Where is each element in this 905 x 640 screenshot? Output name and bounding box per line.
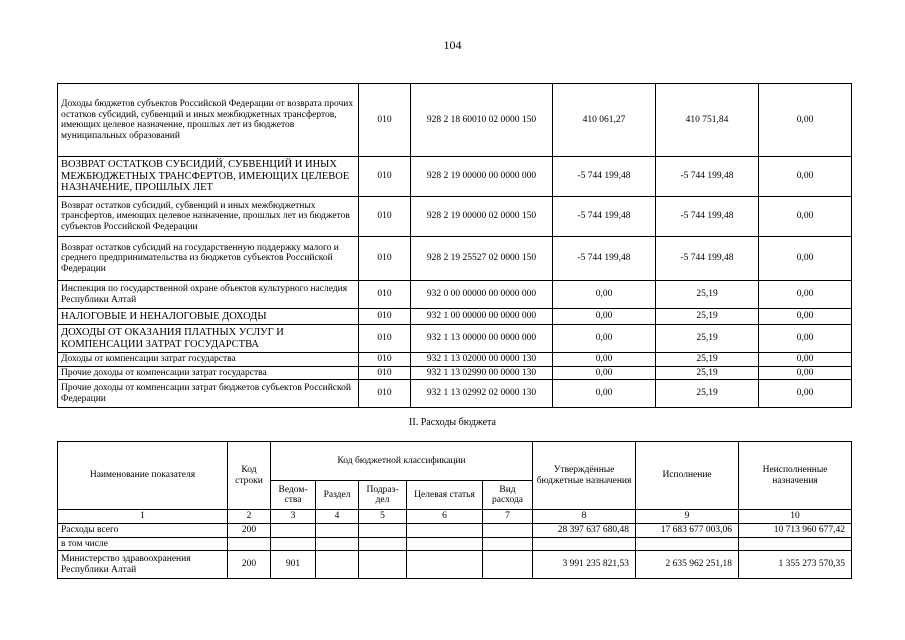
- expense-target: [407, 524, 483, 538]
- column-number: 2: [228, 510, 271, 524]
- column-number: 5: [359, 510, 407, 524]
- expense-table: [57, 441, 852, 579]
- expense-name-line: Министерство здравоохранения: [61, 554, 191, 564]
- expense-dept: [271, 524, 316, 538]
- income-budget-code: 928 2 19 00000 00 0000 000: [411, 157, 553, 197]
- income-name: НАЛОГОВЫЕ И НЕНАЛОГОВЫЕ ДОХОДЫ: [58, 309, 359, 325]
- expense-name: [58, 551, 228, 579]
- income-unexecuted: 0,00: [759, 157, 852, 197]
- expense-executed: 2 635 962 251,18: [636, 551, 739, 579]
- income-line-code: 010: [359, 84, 411, 157]
- income-line-code: 010: [359, 157, 411, 197]
- table-row: [58, 551, 852, 579]
- income-approved: -5 744 199,48: [553, 157, 656, 197]
- header-row: [58, 442, 852, 481]
- income-approved: 0,00: [553, 367, 656, 380]
- income-executed: -5 744 199,48: [656, 237, 759, 281]
- income-executed: 25,19: [656, 309, 759, 325]
- header-target: Целевая статья: [407, 481, 483, 510]
- table-row: [58, 309, 852, 325]
- income-name: Доходы от компенсации затрат государства: [58, 353, 359, 367]
- income-unexecuted: 0,00: [759, 237, 852, 281]
- header-executed: Исполнение: [636, 442, 739, 510]
- table-row: [58, 538, 852, 551]
- expense-line-code: 200: [228, 551, 271, 579]
- income-unexecuted: 0,00: [759, 309, 852, 325]
- income-budget-code: 932 1 13 00000 00 0000 000: [411, 325, 553, 353]
- expense-approved: 3 991 235 821,53: [533, 551, 636, 579]
- income-budget-code: 932 1 13 02990 00 0000 130: [411, 367, 553, 380]
- income-name: Возврат остатков субсидий на государственную поддержку малого и среднего предпринимательства из бюджетов субъектов Российской Федерации: [58, 237, 359, 281]
- header-unexecuted: Неисполненные назначения: [739, 442, 852, 510]
- header-subsection: Подраз-дел: [359, 481, 407, 510]
- income-executed: 25,19: [656, 367, 759, 380]
- expense-name: в том числе: [58, 538, 228, 551]
- table-row: [58, 197, 852, 237]
- table-row: [58, 380, 852, 408]
- expense-line-code: [228, 538, 271, 551]
- column-number: 8: [533, 510, 636, 524]
- header-expense-type: Вид расхода: [483, 481, 533, 510]
- header-dept: Ведом-ства: [271, 481, 316, 510]
- expense-type: [483, 524, 533, 538]
- column-number: 9: [636, 510, 739, 524]
- income-line-code: 010: [359, 309, 411, 325]
- column-number: 6: [407, 510, 483, 524]
- table-row: [58, 325, 852, 353]
- income-name: ВОЗВРАТ ОСТАТКОВ СУБСИДИЙ, СУБВЕНЦИЙ И ИНЫХ МЕЖБЮДЖЕТНЫХ ТРАНСФЕРТОВ, ИМЕЮЩИХ ЦЕЛЕВОЕ НАЗНАЧЕНИЕ, ПРОШЛЫХ ЛЕТ: [58, 157, 359, 197]
- table-row: [58, 353, 852, 367]
- income-budget-code: 932 0 00 00000 00 0000 000: [411, 281, 553, 309]
- income-table: [57, 83, 852, 408]
- header-section: Раздел: [316, 481, 359, 510]
- income-approved: 0,00: [553, 380, 656, 408]
- expense-line-code: 200: [228, 524, 271, 538]
- expense-type: [483, 538, 533, 551]
- expense-section: [316, 551, 359, 579]
- income-unexecuted: 0,00: [759, 325, 852, 353]
- income-budget-code: 928 2 18 60010 02 0000 150: [411, 84, 553, 157]
- section-title: II. Расходы бюджета: [409, 417, 496, 428]
- income-name: Возврат остатков субсидий, субвенций и иных межбюджетных трансфертов, имеющих целевое назначение, прошлых лет из бюджетов субъектов Российской Федерации: [58, 197, 359, 237]
- income-executed: -5 744 199,48: [656, 157, 759, 197]
- income-approved: 0,00: [553, 309, 656, 325]
- income-unexecuted: 0,00: [759, 197, 852, 237]
- income-unexecuted: 0,00: [759, 281, 852, 309]
- expense-approved: [533, 538, 636, 551]
- expense-subsection: [359, 538, 407, 551]
- header-approved: Утверждённые бюджетные назначения: [533, 442, 636, 510]
- income-name: Прочие доходы от компенсации затрат государства: [58, 367, 359, 380]
- income-unexecuted: 0,00: [759, 367, 852, 380]
- expense-dept: 901: [271, 551, 316, 579]
- income-approved: -5 744 199,48: [553, 197, 656, 237]
- income-unexecuted: 0,00: [759, 380, 852, 408]
- column-number: 7: [483, 510, 533, 524]
- header-budget-code: Код бюджетной классификации: [271, 442, 533, 481]
- income-line-code: 010: [359, 353, 411, 367]
- income-budget-code: 928 2 19 00000 02 0000 150: [411, 197, 553, 237]
- expense-type: [483, 551, 533, 579]
- income-executed: 25,19: [656, 325, 759, 353]
- income-executed: -5 744 199,48: [656, 197, 759, 237]
- income-executed: 25,19: [656, 281, 759, 309]
- table-row: [58, 524, 852, 538]
- expense-section: [316, 524, 359, 538]
- column-number-row: [58, 510, 852, 524]
- expense-section: [316, 538, 359, 551]
- income-unexecuted: 0,00: [759, 84, 852, 157]
- income-approved: -5 744 199,48: [553, 237, 656, 281]
- column-number: 3: [271, 510, 316, 524]
- header-indicator: Наименование показателя: [58, 442, 228, 510]
- expense-name-line: Республики Алтай: [61, 564, 137, 575]
- page-number: 104: [443, 38, 462, 52]
- expense-unexecuted: 10 713 960 677,42: [739, 524, 852, 538]
- expense-target: [407, 538, 483, 551]
- expense-unexecuted: 1 355 273 570,35: [739, 551, 852, 579]
- income-executed: 25,19: [656, 353, 759, 367]
- expense-approved: 28 397 637 680,48: [533, 524, 636, 538]
- income-approved: 410 061,27: [553, 84, 656, 157]
- income-line-code: 010: [359, 367, 411, 380]
- income-name: ДОХОДЫ ОТ ОКАЗАНИЯ ПЛАТНЫХ УСЛУГ И КОМПЕНСАЦИИ ЗАТРАТ ГОСУДАРСТВА: [58, 325, 359, 353]
- income-approved: 0,00: [553, 353, 656, 367]
- column-number: 10: [739, 510, 852, 524]
- expense-target: [407, 551, 483, 579]
- income-line-code: 010: [359, 237, 411, 281]
- income-budget-code: 932 1 13 02000 00 0000 130: [411, 353, 553, 367]
- table-row: [58, 281, 852, 309]
- income-name: Прочие доходы от компенсации затрат бюджетов субъектов Российской Федерации: [58, 380, 359, 408]
- income-line-code: 010: [359, 197, 411, 237]
- expense-subsection: [359, 524, 407, 538]
- income-name: Доходы бюджетов субъектов Российской Федерации от возврата прочих остатков субсидий, субвенций и иных межбюджетных трансфертов, имеющих целевое назначение, прошлых лет из бюджетов муниципальных образований: [58, 84, 359, 157]
- income-name: Инспекция по государственной охране объектов культурного наследия Республики Алтай: [58, 281, 359, 309]
- income-unexecuted: 0,00: [759, 353, 852, 367]
- income-line-code: 010: [359, 281, 411, 309]
- header-line-code: Код строки: [228, 442, 271, 510]
- income-budget-code: 932 1 13 02992 02 0000 130: [411, 380, 553, 408]
- income-budget-code: 932 1 00 00000 00 0000 000: [411, 309, 553, 325]
- income-approved: 0,00: [553, 281, 656, 309]
- table-row: [58, 367, 852, 380]
- income-line-code: 010: [359, 325, 411, 353]
- expense-name: Расходы всего: [58, 524, 228, 538]
- table-row: [58, 237, 852, 281]
- income-budget-code: 928 2 19 25527 02 0000 150: [411, 237, 553, 281]
- expense-executed: 17 683 677 003,06: [636, 524, 739, 538]
- income-line-code: 010: [359, 380, 411, 408]
- table-row: [58, 157, 852, 197]
- income-executed: 410 751,84: [656, 84, 759, 157]
- expense-subsection: [359, 551, 407, 579]
- table-row: [58, 84, 852, 157]
- column-number: 4: [316, 510, 359, 524]
- income-executed: 25,19: [656, 380, 759, 408]
- expense-unexecuted: [739, 538, 852, 551]
- income-approved: 0,00: [553, 325, 656, 353]
- column-number: 1: [58, 510, 228, 524]
- expense-executed: [636, 538, 739, 551]
- expense-dept: [271, 538, 316, 551]
